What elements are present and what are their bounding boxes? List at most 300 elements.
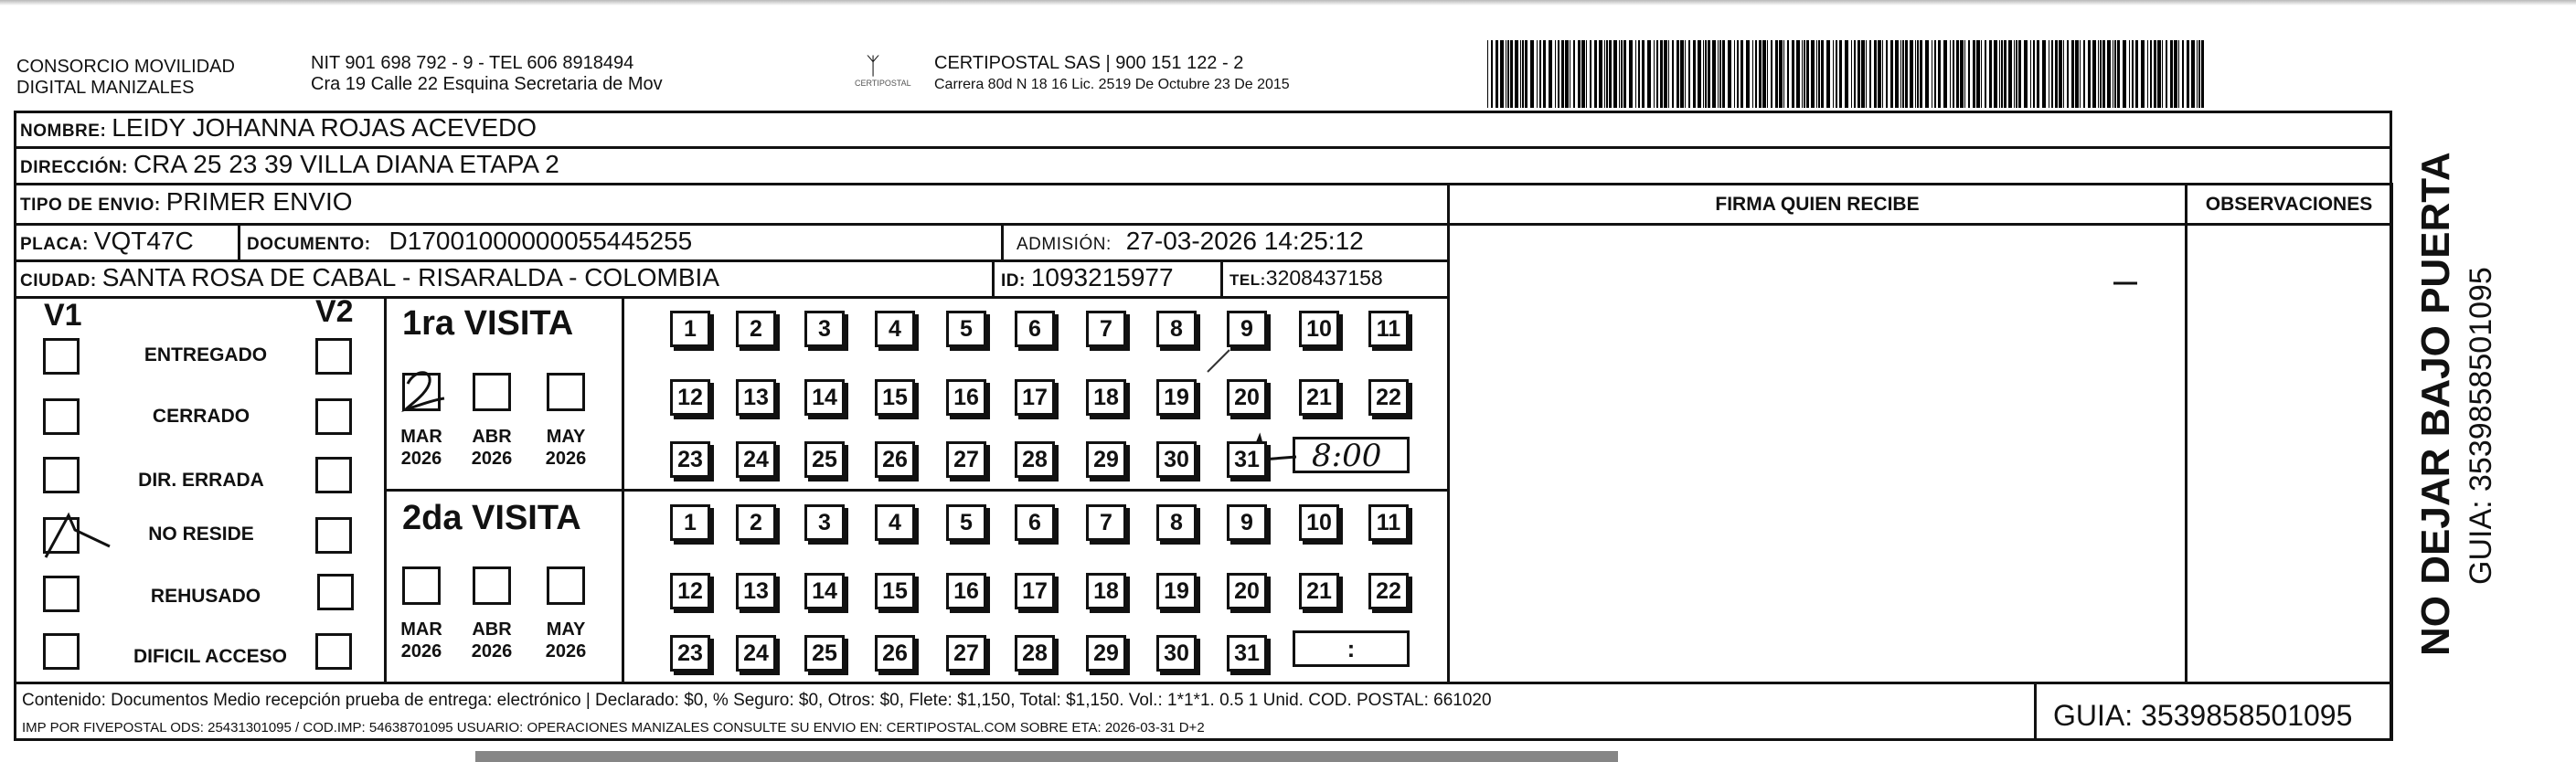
barcode-bar: [1586, 40, 1587, 108]
status-entregado: ENTREGADO: [144, 344, 268, 365]
visit-1-day-5[interactable]: 5: [946, 311, 986, 347]
barcode-bar: [1693, 40, 1696, 108]
visit-1-title: 1ra VISITA: [402, 304, 574, 343]
barcode: [1485, 40, 2208, 108]
barcode-bar: [1722, 40, 1725, 108]
visit-2-day-31[interactable]: 31: [1227, 635, 1267, 672]
visit-2-day-22[interactable]: 22: [1368, 573, 1409, 609]
barcode-bar: [1712, 40, 1716, 108]
barcode-bar: [1762, 40, 1766, 108]
courier-line: CERTIPOSTAL SAS | 900 151 122 - 2: [934, 53, 1244, 73]
visit-1-day-17[interactable]: 17: [1015, 379, 1055, 416]
visit-2-day-13[interactable]: 13: [736, 573, 776, 609]
visit-1-day-15[interactable]: 15: [875, 379, 915, 416]
visit-1-day-9[interactable]: 9: [1227, 311, 1267, 347]
barcode-bar: [2201, 40, 2204, 108]
barcode-bar: [1821, 40, 1824, 108]
company-line-2: DIGITAL MANIZALES: [16, 78, 195, 98]
visit-1-day-14[interactable]: 14: [804, 379, 845, 416]
tel-label: TEL:: [1229, 271, 1266, 289]
status-no-reside: NO RESIDE: [148, 524, 254, 545]
barcode-bar: [2051, 40, 2053, 108]
barcode-bar: [2187, 40, 2189, 108]
barcode-bar: [1491, 40, 1493, 108]
barcode-bar: [2129, 40, 2130, 108]
barcode-bar: [1787, 40, 1789, 108]
barcode-bar: [1994, 40, 1997, 108]
status-dir-errada: DIR. ERRADA: [138, 470, 264, 491]
company-name: [16, 57, 235, 99]
barcode-bar: [1590, 40, 1591, 108]
plate-label: PLACA:: [20, 235, 89, 254]
barcode-bar: [1890, 40, 1893, 108]
visit-2-day-1[interactable]: 1: [670, 504, 710, 541]
visit-1-day-1[interactable]: 1: [670, 311, 710, 347]
barcode-bar: [1740, 40, 1743, 108]
barcode-bar: [1989, 40, 1992, 108]
barcode-bar: [1718, 40, 1719, 108]
visit-2-day-9[interactable]: 9: [1227, 504, 1267, 541]
barcode-bar: [2147, 40, 2148, 108]
barcode-bar: [2150, 40, 2152, 108]
barcode-bar: [1728, 40, 1731, 108]
barcode-bar: [1866, 40, 1867, 108]
barcode-bar: [2067, 40, 2069, 108]
barcode-bar: [1664, 40, 1667, 108]
barcode-bar: [2178, 40, 2179, 108]
barcode-bar: [1561, 40, 1564, 108]
barcode-bar: [2080, 40, 2081, 108]
logo-icon: ᛉ: [866, 52, 880, 79]
visit-1-day-27[interactable]: 27: [946, 441, 986, 478]
barcode-bar: [1874, 40, 1877, 108]
barcode-bar: [1818, 40, 1820, 108]
visit-1-day-4[interactable]: 4: [875, 311, 915, 347]
barcode-bar: [1964, 40, 1965, 108]
visit-1-day-6[interactable]: 6: [1015, 311, 1055, 347]
pen-stroke: [1205, 347, 1232, 375]
courier-info: [934, 53, 1290, 93]
barcode-bar: [1510, 40, 1513, 108]
barcode-bar: [1629, 40, 1633, 108]
barcode-bar: [1925, 40, 1929, 108]
address-field: [20, 150, 559, 179]
barcode-bar: [2198, 40, 2200, 108]
barcode-bar: [1656, 40, 1658, 108]
barcode-bar: [1816, 40, 1817, 108]
recipient-name: LEIDY JOHANNA ROJAS ACEVEDO: [112, 113, 538, 142]
barcode-bar: [1806, 40, 1809, 108]
visit-2-day-19[interactable]: 19: [1156, 573, 1197, 609]
visit-2-day-23[interactable]: 23: [670, 635, 710, 672]
visit-2-day-5[interactable]: 5: [946, 504, 986, 541]
barcode-bar: [1976, 40, 1980, 108]
barcode-bar: [1857, 40, 1860, 108]
barcode-bar: [1573, 40, 1575, 108]
barcode-bar: [2004, 40, 2007, 108]
visit-1-month-label: MAR 2026: [400, 427, 442, 469]
barcode-bar: [1660, 40, 1663, 108]
visit-2-day-24[interactable]: 24: [736, 635, 776, 672]
city-label: CIUDAD:: [20, 271, 97, 291]
signature-header: FIRMA QUIEN RECIBE: [1715, 194, 1920, 215]
barcode-bar: [1594, 40, 1597, 108]
address-label: DIRECCIÓN:: [20, 158, 128, 177]
barcode-bar: [1851, 40, 1852, 108]
side-guia: GUIA: 3539858501095: [2464, 267, 2498, 585]
barcode-bar: [1796, 40, 1800, 108]
visit-2-day-20[interactable]: 20: [1227, 573, 1267, 609]
barcode-bar: [1638, 40, 1640, 108]
visit-2-day-6[interactable]: 6: [1015, 504, 1055, 541]
visit-1-month-label: MAY 2026: [545, 427, 587, 469]
barcode-bar: [1878, 40, 1881, 108]
visit-1-day-18[interactable]: 18: [1086, 379, 1126, 416]
send-type-field: [20, 187, 353, 217]
barcode-bar: [2071, 40, 2074, 108]
visit-1-day-10[interactable]: 10: [1299, 311, 1339, 347]
visit-1-hour-box[interactable]: [1293, 437, 1410, 473]
barcode-bar: [1759, 40, 1762, 108]
barcode-bar: [1771, 40, 1772, 108]
barcode-bar: [2042, 40, 2046, 108]
barcode-bar: [1767, 40, 1768, 108]
barcode-bar: [1647, 40, 1651, 108]
courier-logo: [855, 52, 911, 102]
barcode-bar: [1895, 40, 1899, 108]
barcode-bar: [1520, 40, 1521, 108]
barcode-bar: [2063, 40, 2064, 108]
barcode-bar: [2100, 40, 2102, 108]
barcode-bar: [2141, 40, 2145, 108]
barcode-bar: [2030, 40, 2031, 108]
barcode-bar: [1910, 40, 1913, 108]
barcode-bar: [2162, 40, 2163, 108]
scan-edge-bottom: [475, 751, 1618, 762]
barcode-bar: [2033, 40, 2035, 108]
visit-2-day-3[interactable]: 3: [804, 504, 845, 541]
barcode-bar: [1734, 40, 1735, 108]
visit-2-day-21[interactable]: 21: [1299, 573, 1339, 609]
barcode-bar: [2117, 40, 2120, 108]
visit-2-day-18[interactable]: 18: [1086, 573, 1126, 609]
send-type-label: TIPO DE ENVIO:: [20, 196, 161, 215]
barcode-bar: [2197, 40, 2198, 108]
visit-1-day-8[interactable]: 8: [1156, 311, 1197, 347]
barcode-bar: [1934, 40, 1936, 108]
barcode-bar: [1539, 40, 1541, 108]
barcode-bar: [1902, 40, 1904, 108]
barcode-bar: [1950, 40, 1951, 108]
barcode-bar: [1839, 40, 1842, 108]
visit-1-day-30[interactable]: 30: [1156, 441, 1197, 478]
visit-2-day-28[interactable]: 28: [1015, 635, 1055, 672]
barcode-bar: [2182, 40, 2184, 108]
barcode-bar: [1826, 40, 1830, 108]
visit-1-month-label: ABR 2026: [471, 427, 513, 469]
city-value: SANTA ROSA DE CABAL - RISARALDA - COLOMBIA: [101, 263, 720, 291]
visit-2-day-27[interactable]: 27: [946, 635, 986, 672]
barcode-bar: [1746, 40, 1750, 108]
barcode-bar: [1811, 40, 1815, 108]
barcode-bar: [1609, 40, 1612, 108]
barcode-bar: [1537, 40, 1538, 108]
footer-contents: Contenido: Documentos Medio recepción prueba de entrega: electrónico | Declarado: $0, % Seguro: $0, Otros: $0, Flete: $1,150, Total: $1,150. Vol.: 1*1*1. 0.5 1 Unid. COD. POSTAL: 661020: [22, 691, 1492, 710]
barcode-bar: [1604, 40, 1605, 108]
barcode-bar: [1613, 40, 1617, 108]
barcode-bar: [1719, 40, 1721, 108]
status-rehusado: REHUSADO: [150, 586, 261, 607]
visit-2-day-14[interactable]: 14: [804, 573, 845, 609]
barcode-bar: [1688, 40, 1690, 108]
visit-1-day-11[interactable]: 11: [1368, 311, 1409, 347]
barcode-bar: [1599, 40, 1602, 108]
visit-2-day-7[interactable]: 7: [1086, 504, 1126, 541]
visit-2-hour-placeholder: :: [1347, 634, 1356, 662]
barcode-bar: [1581, 40, 1585, 108]
barcode-bar: [2098, 40, 2099, 108]
send-type-value: PRIMER ENVIO: [165, 187, 353, 216]
barcode-bar: [1915, 40, 1916, 108]
observations-header: OBSERVACIONES: [2205, 194, 2373, 215]
barcode-bar: [1549, 40, 1552, 108]
visit-1-day-19[interactable]: 19: [1156, 379, 1197, 416]
barcode-bar: [1905, 40, 1908, 108]
city-field: [20, 263, 719, 292]
company-line-1: CONSORCIO MOVILIDAD: [16, 57, 235, 77]
barcode-bar: [2135, 40, 2138, 108]
tel-value: 3208437158: [1265, 266, 1383, 290]
pen-stroke: [2112, 279, 2139, 288]
barcode-bar: [2170, 40, 2173, 108]
document-label: DOCUMENTO:: [247, 235, 371, 254]
visit-1-day-23[interactable]: 23: [670, 441, 710, 478]
visit-1-day-28[interactable]: 28: [1015, 441, 1055, 478]
tel-field: [1229, 266, 1383, 291]
status-cerrado: CERRADO: [152, 406, 250, 427]
barcode-bar: [2088, 40, 2091, 108]
barcode-bar: [1565, 40, 1569, 108]
barcode-bar: [2123, 40, 2126, 108]
visit-2-day-17[interactable]: 17: [1015, 573, 1055, 609]
barcode-bar: [1836, 40, 1837, 108]
barcode-bar: [1882, 40, 1883, 108]
barcode-bar: [1507, 40, 1509, 108]
barcode-bar: [1752, 40, 1753, 108]
barcode-bar: [1543, 40, 1546, 108]
visit-2-day-29[interactable]: 29: [1086, 635, 1126, 672]
barcode-bar: [1861, 40, 1865, 108]
v2-header: V2: [315, 294, 354, 329]
address-line: Cra 19 Calle 22 Esquina Secretaria de Mov: [311, 74, 663, 94]
barcode-bar: [1792, 40, 1794, 108]
nit-line: NIT 901 698 792 - 9 - TEL 606 8918494: [311, 53, 634, 73]
barcode-bar: [1685, 40, 1686, 108]
barcode-bar: [1900, 40, 1901, 108]
barcode-bar: [1845, 40, 1848, 108]
barcode-bar: [1783, 40, 1784, 108]
barcode-bar: [1623, 40, 1626, 108]
barcode-bar: [1677, 40, 1679, 108]
v1-header: V1: [44, 298, 82, 333]
barcode-bar: [1515, 40, 1518, 108]
barcode-bar: [1917, 40, 1919, 108]
visit-1-day-16[interactable]: 16: [946, 379, 986, 416]
document-value: D17001000000055445255: [389, 227, 693, 255]
barcode-bar: [1869, 40, 1871, 108]
visit-2-day-8[interactable]: 8: [1156, 504, 1197, 541]
admission-field: [1017, 227, 1364, 256]
guia-number: GUIA: 3539858501095: [2053, 699, 2353, 732]
barcode-bar: [1886, 40, 1888, 108]
barcode-bar: [1775, 40, 1778, 108]
visit-2-day-16[interactable]: 16: [946, 573, 986, 609]
barcode-bar: [2166, 40, 2167, 108]
visit-2-month-mar[interactable]: [402, 566, 441, 605]
courier-license: Carrera 80d N 18 16 Lic. 2519 De Octubre 23 De 2015: [934, 77, 1290, 92]
visit-1-day-25[interactable]: 25: [804, 441, 845, 478]
barcode-bar: [1555, 40, 1556, 108]
visit-1-day-26[interactable]: 26: [875, 441, 915, 478]
barcode-bar: [2037, 40, 2039, 108]
barcode-bar: [1487, 40, 1488, 108]
visit-1-day-29[interactable]: 29: [1086, 441, 1126, 478]
barcode-bar: [1802, 40, 1803, 108]
admission-value: 27-03-2026 14:25:12: [1125, 227, 1364, 255]
barcode-bar: [1500, 40, 1504, 108]
company-contact: [311, 53, 663, 95]
visit-1-day-12[interactable]: 12: [670, 379, 710, 416]
visit-1-day-13[interactable]: 13: [736, 379, 776, 416]
v1-no-reside-check-mark: [27, 503, 128, 566]
barcode-bar: [1672, 40, 1674, 108]
barcode-bar: [2008, 40, 2012, 108]
barcode-bar: [2157, 40, 2161, 108]
visit-1-march-mark: [399, 364, 453, 415]
id-value: 1093215977: [1030, 263, 1174, 291]
barcode-bar: [1943, 40, 1947, 108]
footer-print-info: IMP POR FIVEPOSTAL ODS: 25431301095 / COD.IMP: 54638701095 USUARIO: OPERACIONES MANIZALES CONSULTE SU ENVIO EN: CERTIPOSTAL.COM SOBRE ETA: 2026-03-31 D+2: [22, 720, 1205, 736]
visit-2-day-30[interactable]: 30: [1156, 635, 1197, 672]
barcode-bar: [1635, 40, 1636, 108]
barcode-bar: [1833, 40, 1834, 108]
barcode-bar: [2083, 40, 2085, 108]
barcode-bar: [1981, 40, 1982, 108]
barcode-bar: [2191, 40, 2195, 108]
barcode-bar: [1755, 40, 1757, 108]
id-label: ID:: [1001, 271, 1026, 291]
name-label: NOMBRE:: [20, 122, 107, 141]
barcode-bar: [1708, 40, 1710, 108]
visit-2-day-15[interactable]: 15: [875, 573, 915, 609]
visit-2-month-label: ABR 2026: [471, 619, 513, 661]
visit-2-day-4[interactable]: 4: [875, 504, 915, 541]
barcode-bar: [1973, 40, 1975, 108]
barcode-bar: [1530, 40, 1534, 108]
name-field: [20, 113, 537, 143]
visit-2-month-label: MAY 2026: [545, 619, 587, 661]
visit-2-hour-box[interactable]: [1293, 630, 1410, 667]
logo-text: CERTIPOSTAL: [855, 79, 911, 88]
visit-2-day-2[interactable]: 2: [736, 504, 776, 541]
barcode-bar: [2055, 40, 2058, 108]
barcode-bar: [1938, 40, 1941, 108]
visit-1-day-31[interactable]: 31: [1227, 441, 1267, 478]
visit-1-day-7[interactable]: 7: [1086, 311, 1126, 347]
barcode-bar: [2018, 40, 2021, 108]
visit-2-title: 2da VISITA: [402, 499, 581, 537]
barcode-bar: [1642, 40, 1645, 108]
visit-2-month-may[interactable]: [547, 566, 585, 605]
recipient-address: CRA 25 23 39 VILLA DIANA ETAPA 2: [133, 150, 559, 178]
visit-2-day-10[interactable]: 10: [1299, 504, 1339, 541]
visit-1-month-abr[interactable]: [473, 373, 511, 411]
barcode-bar: [1654, 40, 1655, 108]
barcode-bar: [1968, 40, 1970, 108]
barcode-bar: [2016, 40, 2017, 108]
visit-2-day-26[interactable]: 26: [875, 635, 915, 672]
barcode-bar: [1619, 40, 1620, 108]
visit-1-day-24[interactable]: 24: [736, 441, 776, 478]
barcode-bar: [1496, 40, 1498, 108]
visit-1-day-21[interactable]: 21: [1299, 379, 1339, 416]
visit-2-day-12[interactable]: 12: [670, 573, 710, 609]
visit-2-day-25[interactable]: 25: [804, 635, 845, 672]
barcode-bar: [2114, 40, 2116, 108]
plate-value: VQT47C: [93, 227, 194, 255]
barcode-bar: [1522, 40, 1524, 108]
barcode-bar: [1920, 40, 1922, 108]
visit-2-day-11[interactable]: 11: [1368, 504, 1409, 541]
visit-2-month-abr[interactable]: [473, 566, 511, 605]
barcode-bar: [2132, 40, 2134, 108]
side-warning: NO DEJAR BAJO PUERTA: [2413, 152, 2458, 656]
barcode-bar: [1953, 40, 1954, 108]
barcode-bar: [2154, 40, 2156, 108]
barcode-bar: [1960, 40, 1964, 108]
visit-1-day-20[interactable]: 20: [1227, 379, 1267, 416]
barcode-bar: [2014, 40, 2015, 108]
visit-1-handwritten-time: 8:00: [1312, 438, 1382, 474]
visit-1-day-2[interactable]: 2: [736, 311, 776, 347]
barcode-bar: [1779, 40, 1783, 108]
visit-1-day-22[interactable]: 22: [1368, 379, 1409, 416]
barcode-bar: [2075, 40, 2079, 108]
barcode-bar: [1956, 40, 1959, 108]
barcode-bar: [1703, 40, 1704, 108]
plate-field: [20, 227, 194, 256]
visit-2-month-label: MAR 2026: [400, 619, 442, 661]
barcode-bar: [1705, 40, 1707, 108]
barcode-bar: [2102, 40, 2105, 108]
visit-1-month-may[interactable]: [547, 373, 585, 411]
barcode-bar: [1621, 40, 1623, 108]
status-dificil-acceso: DIFICIL ACCESO: [133, 646, 287, 667]
barcode-bar: [1854, 40, 1856, 108]
scan-edge-top: [0, 0, 2576, 5]
barcode-bar: [1578, 40, 1581, 108]
barcode-bar: [1999, 40, 2000, 108]
document-field: [247, 227, 692, 256]
barcode-bar: [2059, 40, 2062, 108]
barcode-bar: [2001, 40, 2003, 108]
barcode-bar: [1525, 40, 1528, 108]
visit-1-day-3[interactable]: 3: [804, 311, 845, 347]
id-field: [1001, 263, 1174, 292]
barcode-bar: [1804, 40, 1805, 108]
barcode-bar: [2092, 40, 2096, 108]
barcode-bar: [2024, 40, 2028, 108]
